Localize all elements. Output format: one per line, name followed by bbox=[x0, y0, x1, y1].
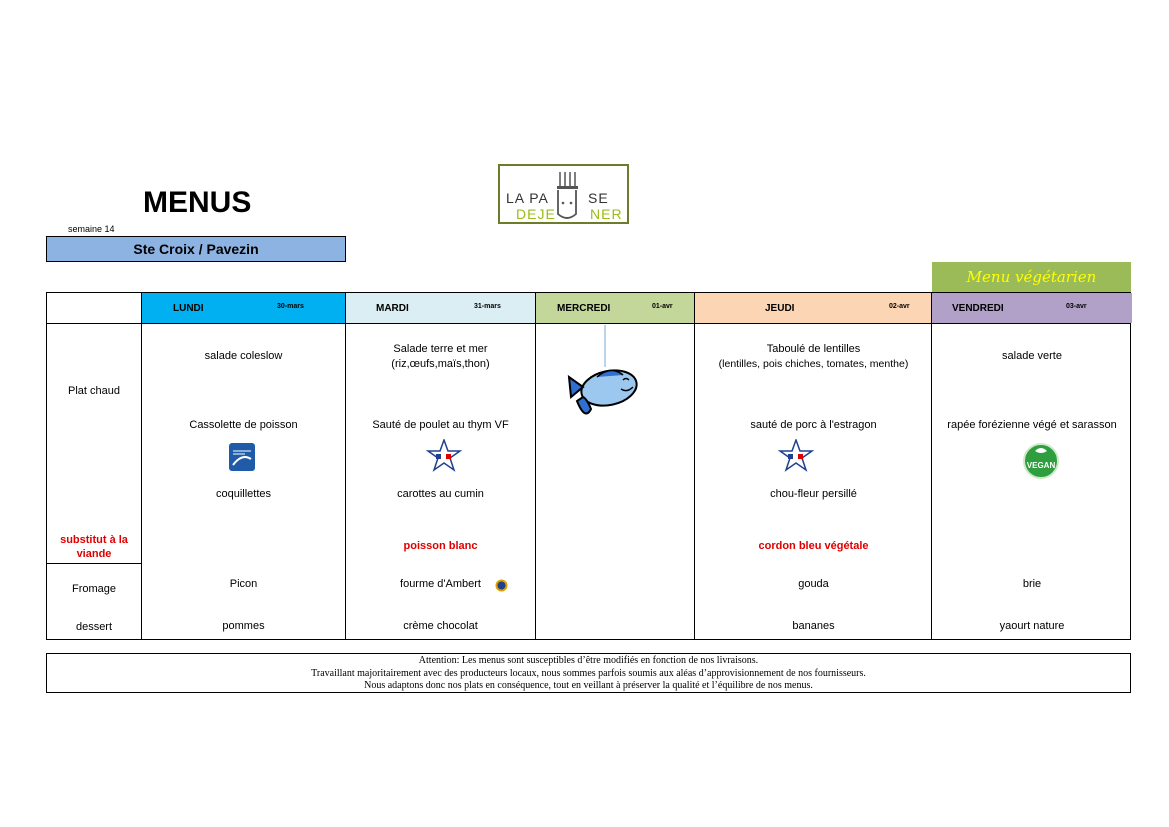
menu-grid bbox=[46, 292, 1131, 640]
day-date: 30-mars bbox=[277, 303, 304, 310]
jeudi-entree: Taboulé de lentilles bbox=[766, 343, 861, 355]
row-label-substitut: substitut à la viande bbox=[60, 534, 128, 560]
day-date: 02-avr bbox=[889, 303, 910, 310]
mardi-substitut: poisson blanc bbox=[403, 540, 478, 552]
week-label: semaine 14 bbox=[68, 224, 115, 234]
disclaimer-line-1: Attention: Les menus sont susceptibles d’être modifiés en fonction de nos livraisons. bbox=[418, 655, 759, 666]
msc-label-icon bbox=[229, 443, 255, 471]
mardi-fromage: fourme d'Ambert bbox=[400, 578, 481, 590]
day-name: JEUDI bbox=[765, 303, 795, 314]
day-header-mercredi bbox=[535, 293, 695, 323]
logo-text-4: NER bbox=[590, 206, 623, 222]
viandes-de-france-icon bbox=[778, 439, 814, 473]
mardi-dessert: crème chocolat bbox=[403, 620, 478, 632]
lundi-plat: Cassolette de poisson bbox=[189, 419, 298, 431]
site-label: Ste Croix / Pavezin bbox=[46, 236, 346, 262]
row-label-dessert: dessert bbox=[75, 621, 113, 633]
vendredi-plat: rapée forézienne végé et sarasson bbox=[947, 419, 1117, 431]
lundi-entree: salade coleslow bbox=[204, 350, 283, 362]
day-name: MERCREDI bbox=[557, 303, 611, 314]
day-header-vendredi bbox=[932, 293, 1132, 323]
jeudi-accompagnement: chou-fleur persillé bbox=[770, 488, 857, 500]
jeudi-substitut: cordon bleu végétale bbox=[758, 540, 869, 552]
mardi-entree-detail: (riz,œufs,maïs,thon) bbox=[391, 358, 490, 370]
fish-icon bbox=[563, 325, 643, 425]
jeudi-dessert: bananes bbox=[792, 620, 835, 632]
disclaimer-box bbox=[46, 653, 1131, 693]
jeudi-fromage: gouda bbox=[798, 578, 829, 590]
lundi-dessert: pommes bbox=[222, 620, 265, 632]
lundi-fromage: Picon bbox=[229, 578, 258, 590]
mardi-accompagnement: carottes au cumin bbox=[397, 488, 484, 500]
day-name: LUNDI bbox=[173, 303, 204, 314]
chef-hat-icon bbox=[552, 170, 582, 220]
aop-label-icon bbox=[495, 579, 508, 592]
row-label-fromage: Fromage bbox=[71, 583, 117, 595]
viandes-de-france-icon bbox=[426, 439, 462, 473]
logo-text-2: SE bbox=[588, 190, 609, 206]
vegetarian-menu-banner: Menu végétarien bbox=[932, 262, 1131, 292]
logo-text-3: DEJE bbox=[516, 206, 556, 222]
day-name: VENDREDI bbox=[952, 303, 1004, 314]
jeudi-plat: sauté de porc à l'estragon bbox=[750, 419, 877, 431]
vendredi-dessert: yaourt nature bbox=[999, 620, 1065, 632]
vegan-label-text: VEGAN bbox=[1026, 461, 1056, 470]
disclaimer-line-2: Travaillant majoritairement avec des producteurs locaux, nous sommes parfois soumis aux aléas d’approvisionnement de nos fournisseurs. bbox=[311, 667, 866, 679]
day-date: 03-avr bbox=[1066, 303, 1087, 310]
day-name: MARDI bbox=[376, 303, 409, 314]
jeudi-entree-detail: (lentilles, pois chiches, tomates, menthe) bbox=[718, 358, 909, 370]
page-title: MENUS bbox=[143, 186, 252, 219]
column-divider bbox=[535, 293, 536, 639]
day-header-mardi bbox=[346, 293, 535, 323]
header-divider bbox=[47, 323, 1130, 324]
restaurant-logo bbox=[498, 164, 629, 224]
day-header-jeudi bbox=[695, 293, 932, 323]
disclaimer-line-3: Nous adaptons donc nos plats en conséquence, tout en veillant à préserver la qualité et l’équilibre de nos menus. bbox=[364, 680, 813, 691]
day-date: 31-mars bbox=[474, 303, 501, 310]
vendredi-fromage: brie bbox=[1022, 578, 1042, 590]
mardi-plat: Sauté de poulet au thym VF bbox=[372, 419, 509, 431]
day-header-lundi bbox=[141, 293, 346, 323]
vendredi-entree: salade verte bbox=[1002, 350, 1062, 362]
logo-text-1: LA PA bbox=[506, 190, 549, 206]
row-label-plat-chaud: Plat chaud bbox=[68, 385, 120, 397]
label-divider bbox=[47, 563, 141, 564]
mardi-entree: Salade terre et mer bbox=[393, 343, 488, 355]
vegan-label-icon bbox=[1021, 443, 1061, 479]
lundi-accompagnement: coquillettes bbox=[215, 488, 272, 500]
day-date: 01-avr bbox=[652, 303, 673, 310]
